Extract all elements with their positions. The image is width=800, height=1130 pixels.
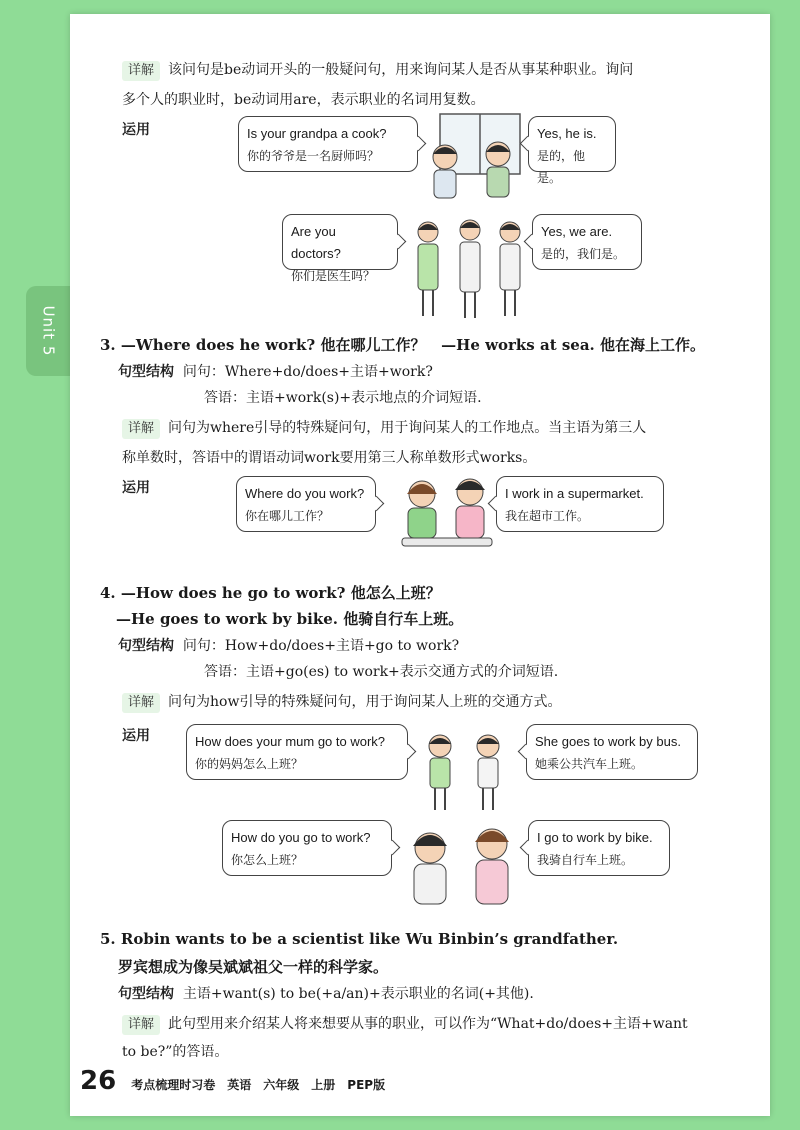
unit-tab-label: Unit 5 (39, 305, 58, 357)
s5-structure: 句型结构 主语+want(s) to be(+a/an)+表示职业的名词(+其他). (118, 986, 534, 1002)
s4-answer: —He goes to work by bike. 他骑自行车上班。 (116, 610, 464, 628)
s3-structure-answer: 答语：主语+work(s)+表示地点的介词短语. (204, 390, 482, 406)
s3-structure-question: 句型结构 问句：Where+do/does+主语+work? (118, 364, 433, 380)
s3-title: 3. —Where does he work? 他在哪儿工作？ —He works at sea. 他在海上工作。 (100, 336, 706, 354)
two-women-talking-illustration (398, 818, 524, 918)
grandpa-boy-window-illustration (410, 112, 530, 207)
speech-bubble: Are you doctors? 你们是医生吗？ (282, 214, 398, 270)
three-doctors-illustration (408, 216, 530, 324)
s2-detail-line2: 多个人的职业时，be动词用are，表示职业的名词用复数。 (122, 92, 485, 108)
s3-detail-line2: 称单数时，答语中的谓语动词work要用第三人称单数形式works。 (122, 450, 537, 466)
s3-usage-tag: 运用 (122, 480, 150, 496)
s4-detail-line1: 详解 问句为how引导的特殊疑问句，用于询问某人上班的交通方式。 (122, 692, 561, 713)
speech-bubble: I work in a supermarket. 我在超市工作。 (496, 476, 664, 532)
speech-bubble: Yes, we are. 是的，我们是。 (532, 214, 642, 270)
s4-title: 4. —How does he go to work? 他怎么上班？ (100, 584, 441, 602)
speech-bubble: Yes, he is. 是的，他是。 (528, 116, 616, 172)
unit-tab[interactable] (26, 286, 70, 376)
two-boys-illustration (416, 730, 512, 814)
speech-bubble: How do you go to work? 你怎么上班？ (222, 820, 392, 876)
s4-structure-question: 句型结构 问句：How+do/does+主语+go to work? (118, 638, 460, 654)
speech-bubble: Where do you work? 你在哪儿工作？ (236, 476, 376, 532)
speech-bubble: She goes to work by bus. 她乘公共汽车上班。 (526, 724, 698, 780)
speech-bubble: How does your mum go to work? 你的妈妈怎么上班？ (186, 724, 408, 780)
s5-detail-line2: to be?”的答语。 (122, 1044, 229, 1060)
s4-usage-tag: 运用 (122, 728, 150, 744)
book-title: 考点梳理时习卷 英语 六年级 上册 PEP版 (131, 1078, 386, 1092)
s2-detail-line1: 详解 该问句是be动词开头的一般疑问句，用来询问某人是否从事某种职业。询问 (122, 60, 633, 81)
s5-title-zh: 罗宾想成为像吴斌斌祖父一样的科学家。 (118, 958, 389, 976)
speech-bubble: I go to work by bike. 我骑自行车上班。 (528, 820, 670, 876)
textbook-page (70, 14, 770, 1116)
s4-structure-answer: 答语：主语+go(es) to work+表示交通方式的介词短语. (204, 664, 559, 680)
s2-usage-tag: 运用 (122, 122, 150, 138)
two-women-illustration (392, 470, 500, 560)
s3-detail-line1: 详解 问句为where引导的特殊疑问句，用于询问某人的工作地点。当主语为第三人 (122, 418, 646, 439)
s5-title: 5. Robin wants to be a scientist like Wu Binbin’s grandfather. (100, 930, 619, 948)
s5-detail-line1: 详解 此句型用来介绍某人将来想要从事的职业，可以作为“What+do/does+主语+want (122, 1014, 688, 1035)
speech-bubble: Is your grandpa a cook? 你的爷爷是一名厨师吗？ (238, 116, 418, 172)
page-footer (80, 1066, 385, 1096)
page-number: 26 (80, 1066, 117, 1096)
detail-tag: 详解 (122, 61, 160, 81)
